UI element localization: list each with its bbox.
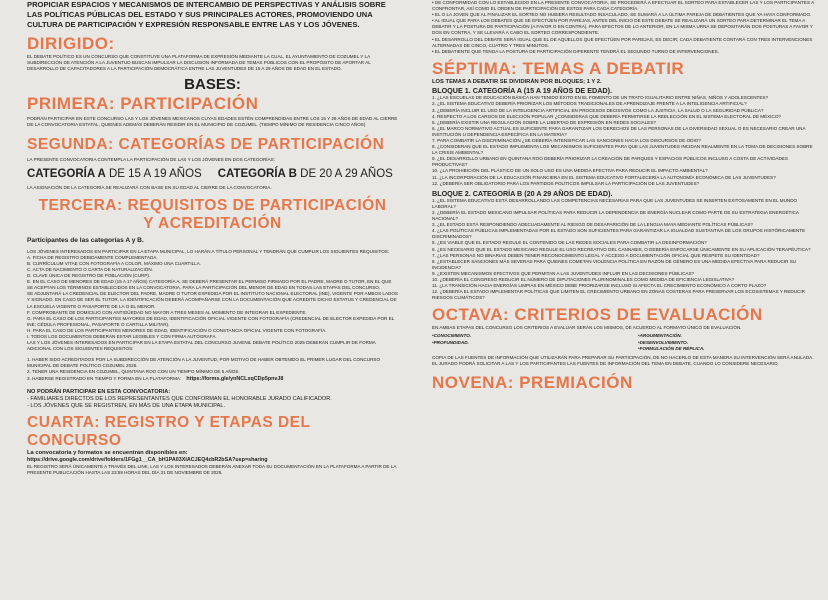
criterios-list <box>432 333 814 351</box>
sorteo-item: • EL DEBATIENTE QUE TENGA LA POSTURA DE PARTICIPACIÓN DIFERENTE TENDRÁ EL SEGUNDO TURNO DE INTERVENCIONES. <box>432 48 719 54</box>
criterio-item: •ARGUMENTACIÓN. <box>638 333 682 339</box>
tema-item: 7. PARA COMBATIR LA DISCRIMINACIÓN ¿SE DEBERÍA INTENSIFICAR LAS SANCIONES HACIA LOS DISCURSOS DE ODIO? <box>432 138 701 143</box>
requisito-item: LAS Y LOS JÓVENES INTERESADOS EN PARTICIPAR EN LA ETAPA ESTATAL DEL CONCURSO JUVENIL DEBATE POLÍTICO 2025 DEBERÁN CUMPLIR DE FORMA ADICIONAL CON LOS SIGUIENTES REQUISITOS: <box>27 340 376 352</box>
tema-item: 1. ¿EL SISTEMA EDUCATIVO ESTÁ DESARROLLANDO LAS COMPETENCIAS NECESARIAS PARA QUE LAS JUVENTUDES SE INSERTEN EXITOSAMENTE EN EL MUNDO LABORAL? <box>432 197 798 209</box>
octava-copia: COPIA DE LAS FUENTES DE INFORMACIÓN QUE UTILIZARÁN PARA PREPARAR SU PARTICIPACIÓN, DE NO HACERLO DE ESTA MANERA SU INTERVENCIÓN SERÁ ANULADA. EL JURADO PODRÁ SOLICITAR A LAS Y LOS PARTICIPANTES LAS FUENTES DE INFORMACIÓN DEL TEMA EN DEBATE, CUANDO LO CONSIDERE NECESARIO. <box>432 354 814 366</box>
requisito-item: D. CLAVE ÚNICA DE REGISTRO DE POBLACIÓN (CURP). <box>27 273 151 279</box>
tema-item: 1. ¿LAS ESCUELAS DE EDUCACIÓN BÁSICA HAN TENIDO ÉXITO EN EL FOMENTO DE UN TRATO IGUALITARIO ENTRE NIÑAS, NIÑOS Y ADOLESCENTES? <box>432 95 769 101</box>
sorteo-item: • EL O LA JOVEN QUE AL FINALIZAR EL SORTEO NO HUBIERA RESULTADO INSACULADO, SE SUMARÁ A LA ÚLTIMA PAREJA DE DEBATIENTES QUE YA HAYA CONFORMADO. <box>432 12 812 18</box>
segunda-note: LA ASIGNACIÓN DE LA CATEGORÍA SE REALIZARÁ CON BASE EN SU EDAD AL CIERRE DE LA CONVOCATORIA. <box>27 184 272 190</box>
requisito-item: G. PARA EL CASO DE LOS PARTICIPANTES MAYORES DE EDAD, IDENTIFICACIÓN OFICIAL VIGENTE CON FOTOGRAFÍA (CREDENCIAL DE ELECTOR EXPEDIDA POR EL INE; CÉDULA PROFESIONAL, PASAPORTE O CARTILLA MILITAR). <box>27 315 395 327</box>
tema-item: 8. ¿ESTABLECER SANCIONES MÁS SEVERAS PARA QUIENES COMETAN VIOLENCIA POLÍTICA EN RAZÓN DE GÉNERO ES UNA MEDIDA EFECTIVA PARA REDUCIR SU INCIDENCIA? <box>432 258 797 270</box>
octava-heading: OCTAVA: CRITERIOS DE EVALUACIÓN <box>432 305 763 325</box>
requisito-item: C. ACTA DE NACIMIENTO O CARTA DE NATURALIZACIÓN. <box>27 266 153 272</box>
cat-b-label: CATEGORÍA B <box>217 167 297 180</box>
bases-heading: BASES: <box>184 76 241 94</box>
sorteo-item: • EL DESARROLLO DEL DEBATE SERÁ IGUAL QUE EL DE AQUELLOS QUE EFECTÚEN POR PAREJAS, ES DECIR; CADA DEBATIENTE CONTARÁ CON TRES INTERVENCIONES ALTERNADAS DE CINCO, CUATRO Y TRES MINUTOS. <box>432 36 813 48</box>
cuarta-subheading: La convocatoria y formatos se encuentran disponibles en: <box>27 449 188 456</box>
requisito-item: E. EN EL CASO DE MENORES DE EDAD (15 A 17 AÑOS) CATEGORÍA A, SE DEBERÁ PRESENTAR EL PERMISO FIRMADO POR EL PADRE, MADRE O TUTOR, EN EL QUE SE ACEPTAN LOS TÉRMINOS ESTABLECIDOS EN LA CONVOCATORIA, PARA LA PARTICIPACIÓN DEL MENOR DE EDAD EN TODAS LAS ETAPAS DEL CONCURSO. <box>27 279 392 291</box>
requisito-item: H. PARA EL CASO DE LOS PARTICIPANTES MENORES DE EDAD, IDENTIFICACIÓN O CONSTANCIA OFICIAL VIGENTE CON FOTOGRAFÍA. <box>27 327 327 333</box>
primera-heading: PRIMERA: PARTICIPACIÓN <box>27 94 259 114</box>
novena-heading: NOVENA: PREMIACIÓN <box>432 372 633 392</box>
tema-item: 11. ¿LA INCORPORACIÓN DE LA EDUCACIÓN FINANCIERA EN EL SISTEMA EDUCATIVO FORTALECERÍA LA AUTONOMÍA ECONÓMICA DE LAS JUVENTUDES? <box>432 174 776 180</box>
criterio-item: •CONOCIMIENTO. <box>432 333 472 339</box>
sorteo-item: • DE CONFORMIDAD CON LO ESTABLECIDO EN LA PRESENTE CONVOCATORIA, SE PROCEDERÁ A EFECTUAR EL SORTEO PARA ESTABLECER LAS Y LOS PARTICIPANTES A CONFRONTAR, ASÍ COMO EL ORDEN DE PARTICIPACIÓN DE ESTOS PARA CADA CATEGORÍA. <box>432 0 814 12</box>
no-podran-heading: NO PODRÁN PARTICIPAR EN ESTA CONVOCATORIA: <box>27 388 171 395</box>
dirigido-heading: DIRIGIDO: <box>27 34 115 53</box>
tema-item: 7. ¿LAS PERSONAS NO BINARIAS DEBEN TENER RECONOCIMIENTO LEGAL Y ACCESO A DOCUMENTACIÓN OFICIAL QUE RESPETE SU IDENTIDAD? <box>432 252 760 258</box>
forms-link[interactable]: https://forms.gle/ynNCLxqCDp5pnvJ8 <box>186 375 284 382</box>
septima-subheading: LOS TEMAS A DEBATIR SE DIVIDIRÁN POR BLOQUES; 1 Y 2. <box>432 78 602 85</box>
extra-item: 3. HABERSE REGISTRADO EN TIEMPO Y FORMA EN LA PLATAFORMA: https://forms.gle/ynNCLxqCDp5pnvJ8 <box>27 375 284 382</box>
requisito-item: SE ADJUNTARÁ LA CREDENCIAL DE ELECTOR DEL PADRE, MADRE O TUTOR EXPEDIDA POR EL INSTITUTO NACIONAL ELECTORAL (INE), VIGENTE POR AMBOS LADOS Y SIGNADO. EN CASO DE SER EL TUTOR, LA IDENTIFICACIÓN DEBERÁ ACOMPAÑARSE CON LA DOCUMENTACIÓN QUE ACREDITE DICHO ESTATUS Y CREDENCIAL DE LA ESCUELA VIGENTE O PASAPORTE DE LA O EL MENOR. <box>27 291 398 309</box>
tema-item: 4. RESPECTO A LOS CARGOS DE ELECCIÓN POPULAR ¿CONSIDERAS QUE DEBERÍA PERMITIRSE LA REELECCIÓN EN EL SISTEMA ELECTORAL DE MÉXICO? <box>432 113 781 119</box>
requisito-item: I. TODOS LOS DOCUMENTOS DEBERÁN ESTAR LEGIBLES Y CON FIRMA AUTÓGRAFA. <box>27 333 217 339</box>
extra-item: 2. TENER UNA RESIDENCIA EN COZUMEL, QUINTANA ROO CON UN TIEMPO MÍNIMO DE 5 AÑOS. <box>27 369 240 375</box>
drive-link[interactable]: https://drive.google.com/drive/folders/1FGg1__CA_bH1PA03XIACJEQ4zbR2bSA?usp=sharing <box>27 456 268 463</box>
tema-item: 9. ¿EL DESARROLLO URBANO EN QUINTANA ROO DEBERÍA PRIORIZAR LA CREACIÓN DE PARQUES Y ESPACIOS PÚBLICOS INCLUSO A COSTA DE ACTIVIDADES PRODUCTIVAS? <box>432 156 788 168</box>
tema-item: 10. ¿DEBERÍA EL CONGRESO REDUCIR EL NÚMERO DE DIPUTACIONES PLURINOMINALES COMO MEDIDA DE EFICIENCIA LEGISLATIVA? <box>432 276 735 282</box>
tema-item: 6. ¿ES NECESARIO QUE EL ESTADO MEXICANO REGULE EL USO RECREATIVO DEL CANNABIS, O DEBERÍA ENFOCARSE ÚNICAMENTE EN SU APLICACIÓN TERAPÉUTICA? <box>432 246 811 252</box>
criterio-item: •FORMULACIÓN DE RÉPLICA. <box>638 345 705 351</box>
requisito-item: A. FICHA DE REGISTRO DEBIDAMENTE COMPLEMENTADA. <box>27 254 158 260</box>
octava-text: EN AMBAS ETAPAS DEL CONCURSO LOS CRITERIOS A EVALUAR SERÁN LOS MISMOS, DE ACUERDO AL FORMATO ÚNICO DE EVALUACIÓN. <box>432 325 742 331</box>
left-column <box>0 0 404 476</box>
bloque2-list <box>432 198 814 302</box>
cuarta-heading: CUARTA: REGISTRO Y ETAPAS DEL CONCURSO <box>27 413 311 449</box>
tema-item: 2. ¿DEBERÍA EL ESTADO MEXICANO IMPULSAR POLÍTICAS PARA REDUCIR LA DEPENDENCIA DE ENERGÍA NUCLEAR COMO PARTE DE SU ESTRATEGIA ENERGÉTICA NACIONAL? <box>432 209 799 222</box>
participantes-subheading: Participantes de las categorías A y B. <box>27 236 144 244</box>
tema-item: 4. ¿LAS POLÍTICAS PÚBLICAS IMPLEMENTADAS POR EL ESTADO SON SUFICIENTES PARA GARANTIZAR LA IGUALDAD SUSTANTIVA DE LOS GRUPOS HISTÓRICAMENTE DISCRIMINADOS? <box>432 228 806 240</box>
tema-item: 8. ¿CONSIDERAN QUE EL ESTADO IMPLEMENTA LOS MECANISMOS SUFICIENTES PARA QUE LAS JUVENTUDES INCIDAN REALMENTE EN LA TOMA DE DECISIONES SOBRE LA CRISIS AMBIENTAL? <box>432 144 813 156</box>
bloque1-heading: BLOQUE 1. CATEGORÍA A (15 A 19 AÑOS DE EDAD). <box>432 86 612 96</box>
cat-a-range: DE 15 A 19 AÑOS <box>105 167 202 180</box>
bloque2-heading: BLOQUE 2. CATEGORÍA B (20 A 29 AÑOS DE EDAD). <box>432 188 613 198</box>
dirigido-text: EL DEBATE POLÍTICO ES UN CONCURSO QUE CONSTITUYE UNA PLATAFORMA DE EXPRESIÓN MEDIANTE LA CUAL, EL AYUNTAMIENTO DE COZUMEL Y LA SUBDIRECCIÓN DE ATENCIÓN A LA JUVENTUD BUSCAN IMPULSAR LA DISCUSIÓN INFORMADA DE TEMAS PÚBLICOS CON EL PROPÓSITO DE APORTAR AL DESARROLLO DE CAPACITADORES A LA PARTICIPACIÓN DEMOCRÁTICA ENTRE LAS JUVENTUDES DE 15 A 29 AÑOS DE EDAD EN EL ESTADO. <box>27 54 371 72</box>
intro-text: PROPICIAR ESPACIOS Y MECANISMOS DE INTERCAMBIO DE PERSPECTIVAS Y ANÁLISIS SOBRE LAS POLÍTICAS PÚBLICAS DEL ESTADO Y SUS PRINCIPALES ACTORES, PROMOVIENDO UNA CULTURA DE PARTICIPACIÓN Y EXPRESIÓN RESPONSABLE ENTRE LAS Y LOS JÓVENES. <box>27 0 386 29</box>
criterio-item: •PROFUNDIDAD. <box>432 339 469 345</box>
tema-item: 2. ¿EL SISTEMA EDUCATIVO DEBERÍA PRIORIZAR LOS MÉTODOS TRADICIONALES DE APRENDIZAJE FRENTE A LA INTELIGENCIA ARTIFICIAL? <box>432 101 747 107</box>
requisitos-list <box>27 255 398 353</box>
no-podran-item: - LOS JÓVENES QUE SE REGISTREN, EN MÁS DE UNA ETAPA MUNICIPAL. <box>27 402 225 409</box>
cat-a-label: CATEGORÍA A <box>27 167 106 180</box>
requisito-item: F. COMPROBANTE DE DOMICILIO CON ANTIGÜEDAD NO MAYOR A TRES MESES AL MOMENTO DE INTEGRAR EL EXPEDIENTE. <box>27 309 307 315</box>
categories-line <box>27 167 398 181</box>
cat-b-range: DE 20 A 29 AÑOS <box>296 167 393 180</box>
no-podran-item: - FAMILIARES DIRECTOS DE LOS REPRESENTANTES QUE CONFORMAN EL HONORABLE JURADO CALIFICADOR. <box>27 395 332 402</box>
criterio-item: •DESENVOLVIMIENTO. <box>638 339 689 345</box>
sorteo-item: • AL IGUAL QUE PARA LOS DEBATES QUE SE EFECTÚEN POR PAREJAS, ANTES DEL INICIO DE ESTE DEBATE SE REALIZARÁ UN SORTEO PARA DETERMINAR EL TEMA A DEBATIR Y LA POSTURA DE PARTICIPACIÓN (A FAVOR O EN CONTRA). PARA EFECTOS DE LO ANTERIOR, EN LA MISMA URNA SE DEPOSITARÁN DOS POSTURAS A FAVOR Y DOS EN CONTRA, Y SE LLEVARÁ A CABO EL SORTEO CORRESPONDIENTE. <box>432 18 813 36</box>
extra-item: 1. HABER SIDO ACREDITADOS POR LA SUBDIRECCIÓN DE ATENCIÓN A LA JUVENTUD, POR MOTIVO DE HABER OBTENIDO EL PRIMER LUGAR DEL CONCURSO MUNICIPAL DE DEBATE POLÍTICO COZUMEL 2025. <box>27 357 381 369</box>
tema-item: 3. ¿EL ESTADO ESTÁ RESPONDIENDO ADECUADAMENTE AL RIESGO DE DESAPARICIÓN DE LA LENGUA MAYA MEDIANTE POLÍTICAS PÚBLICAS? <box>432 222 753 228</box>
septima-heading: SÉPTIMA: TEMAS A DEBATIR <box>432 58 685 78</box>
extra-requisitos-list <box>27 357 398 382</box>
right-column <box>412 0 828 393</box>
tema-item: 11. ¿LA TRANSICIÓN HACIA ENERGÍAS LIMPIAS EN MÉXICO DEBE PRIORIZARSE INCLUSO SI AFECTA EL CRECIMIENTO ECONÓMICO A CORTO PLAZO? <box>432 283 767 289</box>
tercera-heading-1: TERCERA: REQUISITOS DE PARTICIPACIÓN <box>38 196 387 214</box>
sorteo-list <box>432 0 814 55</box>
segunda-heading: SEGUNDA: CATEGORÍAS DE PARTICIPACIÓN <box>27 136 385 154</box>
primera-text: PODRÁN PARTICIPAR EN ESTE CONCURSO LAS Y LOS JÓVENES MEXICANOS CUYAS EDADES ESTÉN COMPRENDIDAS ENTRE LOS 15 Y 29 AÑOS DE EDAD AL CIERRE DE LA CONVOCATORIA ESTATAL, QUIENES ADEMÁS DEBERÁN RESIDIR EN EL MUNICIPIO DE COZUMEL. (TIEMPO MÍNIMO DE RESIDENCIA CINCO AÑOS) <box>27 116 398 128</box>
tema-item: 12. ¿DEBERÍA SER OBLIGATORIO PARA LOS PARTIDOS POLÍTICOS IMPULSAR LA PARTICIPACIÓN DE LAS JUVENTUDES? <box>432 180 700 186</box>
requisito-item: B. CURRÍCULUM VITAE CON FOTOGRAFÍA A COLOR, MÁXIMO UNA CUARTILLA. <box>27 260 202 266</box>
segunda-text: LA PRESENTE CONVOCATORIA CONTEMPLA LA PARTICIPACIÓN DE LAS Y LOS JÓVENES EN DOS CATEGORÍAS: <box>27 157 275 163</box>
bloque1-list <box>432 95 814 186</box>
tema-item: 5. ¿ES VIABLE QUE EL ESTADO REGULE EL CONTENIDO DE LAS REDES SOCIALES PARA COMBATIR LA DESINFORMACIÓN? <box>432 240 707 246</box>
requisitos-intro: LOS JÓVENES INTERESADOS EN PARTICIPAR EN LA ETAPA MUNICIPAL, LO HARÁN A TÍTULO PERSONAL Y TENDRÁN QUE CUMPLIR LOS SIGUIENTES REQUISITOS: <box>27 248 390 254</box>
tema-item: 9. ¿EXISTEN MECANISMOS EFECTIVOS QUE PERMITAN A LAS JUVENTUDES INFLUIR EN LAS DECISIONES PÚBLICAS? <box>432 270 695 276</box>
tema-item: 3. ¿DEBERÍA INCLUIR EL USO DE LA INTELIGENCIA ARTIFICIAL EN PROCESOS DECISIVOS COMO LA JUSTICIA, LA SALUD O LA SEGURIDAD PÚBLICA? <box>432 107 764 113</box>
tema-item: 10. ¿LA PROHIBICIÓN DEL PLÁSTICO DE UN SOLO USO ES UNA MEDIDA EFECTIVA PARA REDUCIR EL IMPACTO AMBIENTAL? <box>432 168 708 174</box>
tema-item: 5. ¿DEBERÍA EXISTIR UNA REGULACIÓN SOBRE LA LIBERTAD DE EXPRESIÓN EN REDES SOCIALES? <box>432 119 656 125</box>
tema-item: 12. ¿DEBERÍA EL ESTADO IMPLEMENTAR POLÍTICAS QUE LIMITEN EL CRECIMIENTO URBANO EN ZONAS COSTERAS PARA PRESERVAR LOS ECOSISTEMAS Y REDUCIR RIESGOS CLIMÁTICOS? <box>432 289 805 301</box>
tercera-heading-2: Y ACREDITACIÓN <box>143 214 282 232</box>
tema-item: 6. ¿EL MARCO NORMATIVO ACTUAL ES SUFICIENTE PARA GARANTIZAR LOS DERECHOS DE LAS PERSONAS DE LA DIVERSIDAD SEXUAL O ES NECESARIO CREAR UNA INSTITUCIÓN U DEPENDENCIA ESPECÍFICA EN LA MATERIA? <box>432 125 806 137</box>
cuarta-text: EL REGISTRO SERÁ ÚNICAMENTE A TRAVÉS DEL LINK, LAS Y LOS INTERESADOS DEBERÁN ANEXAR TODA SU DOCUMENTACIÓN EN LA PLATAFORMA A PARTIR DE LA PRESENTE PUBLICACIÓN HASTA LAS 23:59 HORAS DEL DÍA 31 DE NOVIEMBRE DE 2025. <box>27 463 397 475</box>
